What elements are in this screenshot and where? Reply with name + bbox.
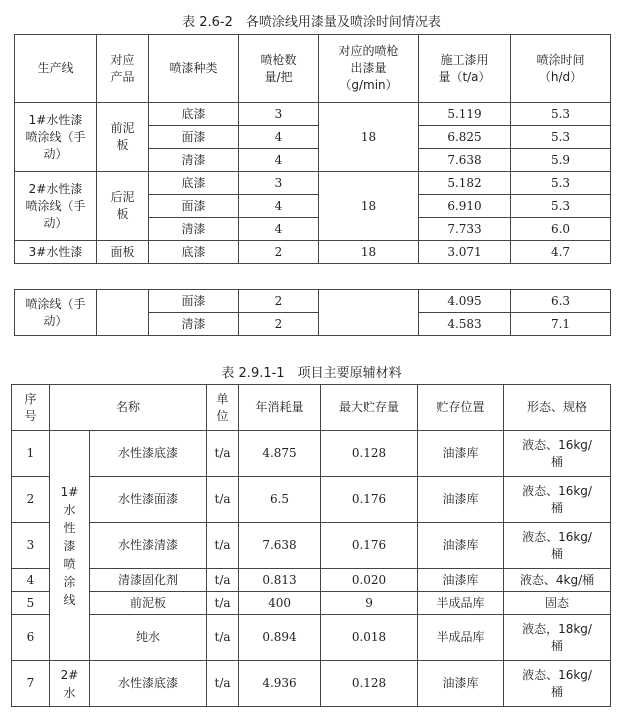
paint-type-cell: 底漆 xyxy=(149,172,239,195)
time-cell: 5.3 xyxy=(511,172,611,195)
seq-cell: 5 xyxy=(12,592,50,615)
gun-count-cell: 4 xyxy=(239,218,319,241)
material-name-cell: 清漆固化剂 xyxy=(90,569,207,592)
form-cell: 液态、16kg/ 桶 xyxy=(504,523,611,569)
gun-count-cell: 2 xyxy=(239,290,319,313)
table1-caption: 表 2.6-2 各喷涂线用漆量及喷涂时间情况表 xyxy=(182,15,441,30)
annual-cell: 0.894 xyxy=(239,615,321,661)
product-cell: 面板 xyxy=(97,241,149,264)
location-cell: 油漆库 xyxy=(418,431,504,477)
unit-cell: t/a xyxy=(207,523,239,569)
paint-type-cell: 清漆 xyxy=(149,149,239,172)
seq-cell: 6 xyxy=(12,615,50,661)
annual-cell: 4.875 xyxy=(239,431,321,477)
material-name-cell: 前泥板 xyxy=(90,592,207,615)
table-row xyxy=(12,431,611,477)
usage-cell: 6.825 xyxy=(419,126,511,149)
location-cell: 油漆库 xyxy=(418,523,504,569)
header-line: 生产线 xyxy=(15,35,97,103)
header-max-storage: 最大贮存量 xyxy=(321,385,418,431)
gun-count-cell: 2 xyxy=(239,241,319,264)
max-storage-cell: 0.176 xyxy=(321,477,418,523)
unit-cell: t/a xyxy=(207,592,239,615)
time-cell: 6.0 xyxy=(511,218,611,241)
paint-type-cell: 清漆 xyxy=(149,313,239,336)
header-gun-count: 喷枪数 量/把 xyxy=(239,35,319,103)
usage-cell: 4.583 xyxy=(419,313,511,336)
max-storage-cell: 0.020 xyxy=(321,569,418,592)
time-cell: 7.1 xyxy=(511,313,611,336)
paint-type-cell: 底漆 xyxy=(149,103,239,126)
paint-usage-table xyxy=(14,34,611,264)
usage-cell: 3.071 xyxy=(419,241,511,264)
header-product: 对应 产品 xyxy=(97,35,149,103)
header-location: 贮存位置 xyxy=(418,385,504,431)
table-row xyxy=(12,592,611,615)
gun-count-cell: 2 xyxy=(239,313,319,336)
paint-usage-table-continued xyxy=(14,289,611,336)
line-cell: 2#水性漆 喷涂线（手 动） xyxy=(15,172,97,241)
line-cell: 1#水性漆 喷涂线（手 动） xyxy=(15,103,97,172)
table-row xyxy=(15,172,611,195)
max-storage-cell: 0.018 xyxy=(321,615,418,661)
max-storage-cell: 0.128 xyxy=(321,661,418,707)
seq-cell: 1 xyxy=(12,431,50,477)
time-cell: 5.3 xyxy=(511,103,611,126)
gun-count-cell: 4 xyxy=(239,126,319,149)
header-paint-type: 喷漆种类 xyxy=(149,35,239,103)
unit-cell: t/a xyxy=(207,569,239,592)
paint-type-cell: 面漆 xyxy=(149,195,239,218)
product-cell: 后泥 板 xyxy=(97,172,149,241)
location-cell: 油漆库 xyxy=(418,569,504,592)
max-storage-cell: 9 xyxy=(321,592,418,615)
usage-cell: 7.733 xyxy=(419,218,511,241)
line-cell: 喷涂线（手 动） xyxy=(15,290,97,336)
header-annual: 年消耗量 xyxy=(239,385,321,431)
header-gun-output: 对应的喷枪 出漆量 （g/min） xyxy=(319,35,419,103)
unit-cell: t/a xyxy=(207,661,239,707)
usage-cell: 5.182 xyxy=(419,172,511,195)
line-group-label: 1# 水 性 漆 喷 涂 线 xyxy=(50,431,90,661)
header-name: 名称 xyxy=(50,385,207,431)
usage-cell: 6.910 xyxy=(419,195,511,218)
table-row xyxy=(12,569,611,592)
location-cell: 半成品库 xyxy=(418,615,504,661)
table-row xyxy=(15,241,611,264)
seq-cell: 4 xyxy=(12,569,50,592)
usage-cell: 7.638 xyxy=(419,149,511,172)
gun-output-cell: 18 xyxy=(319,172,419,241)
product-cell: 前泥 板 xyxy=(97,103,149,172)
annual-cell: 7.638 xyxy=(239,523,321,569)
gun-output-cell xyxy=(319,290,419,336)
header-usage: 施工漆用 量（t/a） xyxy=(419,35,511,103)
table-header-row xyxy=(12,385,611,431)
max-storage-cell: 0.128 xyxy=(321,431,418,477)
material-name-cell: 水性漆底漆 xyxy=(90,431,207,477)
table-row xyxy=(12,523,611,569)
form-cell: 液态、16kg/ 桶 xyxy=(504,661,611,707)
paint-type-cell: 面漆 xyxy=(149,290,239,313)
material-name-cell: 水性漆底漆 xyxy=(90,661,207,707)
location-cell: 油漆库 xyxy=(418,477,504,523)
material-name-cell: 水性漆面漆 xyxy=(90,477,207,523)
seq-cell: 7 xyxy=(12,661,50,707)
time-cell: 4.7 xyxy=(511,241,611,264)
gun-count-cell: 3 xyxy=(239,172,319,195)
form-cell: 液态、16kg/ 桶 xyxy=(504,477,611,523)
location-cell: 半成品库 xyxy=(418,592,504,615)
material-name-cell: 水性漆清漆 xyxy=(90,523,207,569)
paint-type-cell: 面漆 xyxy=(149,126,239,149)
usage-cell: 4.095 xyxy=(419,290,511,313)
seq-cell: 3 xyxy=(12,523,50,569)
form-cell: 液态、4kg/桶 xyxy=(504,569,611,592)
gun-output-cell: 18 xyxy=(319,241,419,264)
table-row xyxy=(12,477,611,523)
usage-cell: 5.119 xyxy=(419,103,511,126)
form-cell: 固态 xyxy=(504,592,611,615)
header-unit: 单 位 xyxy=(207,385,239,431)
gun-output-cell: 18 xyxy=(319,103,419,172)
annual-cell: 0.813 xyxy=(239,569,321,592)
unit-cell: t/a xyxy=(207,431,239,477)
line-cell: 3#水性漆 xyxy=(15,241,97,264)
table2-caption: 表 2.9.1-1 项目主要原辅材料 xyxy=(221,366,402,381)
table-header-row xyxy=(15,35,611,103)
seq-cell: 2 xyxy=(12,477,50,523)
unit-cell: t/a xyxy=(207,615,239,661)
max-storage-cell: 0.176 xyxy=(321,523,418,569)
table-row xyxy=(15,290,611,313)
table-row xyxy=(15,103,611,126)
unit-cell: t/a xyxy=(207,477,239,523)
table-row xyxy=(12,661,611,707)
header-time: 喷涂时间 （h/d） xyxy=(511,35,611,103)
time-cell: 5.9 xyxy=(511,149,611,172)
form-cell: 液态，18kg/ 桶 xyxy=(504,615,611,661)
table-row xyxy=(12,615,611,661)
annual-cell: 400 xyxy=(239,592,321,615)
time-cell: 5.3 xyxy=(511,195,611,218)
annual-cell: 6.5 xyxy=(239,477,321,523)
paint-type-cell: 清漆 xyxy=(149,218,239,241)
paint-type-cell: 底漆 xyxy=(149,241,239,264)
gun-count-cell: 4 xyxy=(239,195,319,218)
time-cell: 5.3 xyxy=(511,126,611,149)
annual-cell: 4.936 xyxy=(239,661,321,707)
gun-count-cell: 3 xyxy=(239,103,319,126)
header-form: 形态、规格 xyxy=(504,385,611,431)
material-name-cell: 纯水 xyxy=(90,615,207,661)
gun-count-cell: 4 xyxy=(239,149,319,172)
time-cell: 6.3 xyxy=(511,290,611,313)
location-cell: 油漆库 xyxy=(418,661,504,707)
product-cell xyxy=(97,290,149,336)
raw-materials-table xyxy=(11,384,611,707)
line-group-label: 2# 水 xyxy=(50,661,90,707)
header-seq: 序 号 xyxy=(12,385,50,431)
form-cell: 液态、16kg/ 桶 xyxy=(504,431,611,477)
